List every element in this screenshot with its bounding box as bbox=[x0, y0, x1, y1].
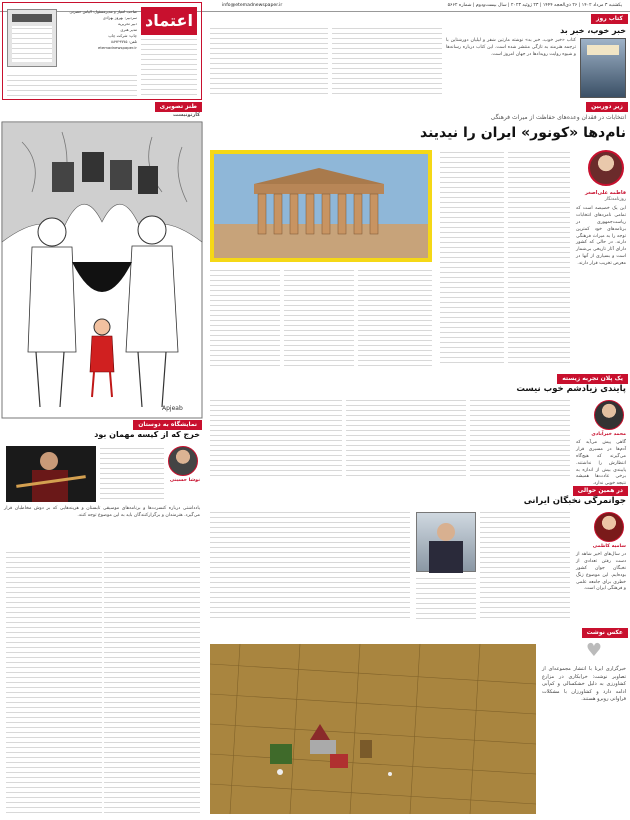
culture-body-col bbox=[210, 268, 280, 366]
tv-box-icon bbox=[110, 160, 132, 190]
comic-illustration bbox=[2, 122, 202, 418]
author-name: فاطمه علی‌اصغر bbox=[585, 190, 626, 196]
culture-label: زیر دوربین bbox=[586, 102, 628, 112]
author-avatar bbox=[588, 150, 624, 186]
music-author: نوشا حسینی bbox=[169, 478, 200, 483]
credit-line: etemadnewspaper.ir bbox=[98, 45, 137, 51]
credit-line: سردبیر: بهروز بهزادی bbox=[102, 15, 137, 21]
comic-label: طنز تصویری bbox=[155, 102, 202, 112]
comic-section bbox=[2, 102, 202, 418]
culture-body: این یک خصیصه است که تمامی نامزدهای انتخابات ریاست‌جمهوری در برنامه‌های خود کمترین توجه را به میراث فرهنگی دارند. در حالی که کشور دارای آثار تاریخی بی‌شمار است و بسیاری از آنها در معرض تخریب قرار دارند. bbox=[576, 206, 626, 267]
email: info@etemadnewspaper.ir bbox=[222, 3, 283, 8]
farm-photo bbox=[210, 644, 536, 814]
youth-section bbox=[206, 486, 628, 626]
temple-photo bbox=[214, 154, 428, 258]
music-title: خرج که از کیسه مهمان بود bbox=[94, 430, 200, 439]
masthead bbox=[2, 2, 202, 100]
book-title: خبر خوب، خبر بد bbox=[560, 26, 626, 35]
credit-line: مدیر هنری bbox=[120, 27, 137, 33]
masthead-thumbnail bbox=[7, 9, 57, 67]
music-body-col bbox=[104, 550, 200, 814]
music-body-col bbox=[6, 550, 102, 814]
tv-box-icon bbox=[138, 166, 158, 194]
credit-line: صاحب امتیاز و مدیرمسئول: الیاس حضرتی bbox=[69, 9, 137, 14]
society-section bbox=[206, 374, 628, 487]
youth-label: در همین حوالی bbox=[573, 486, 628, 496]
book-cover-image bbox=[580, 38, 626, 98]
youth-author-avatar bbox=[594, 512, 624, 542]
youth-body: در سال‌های اخیر شاهد از دست رفتن تعدادی از نخبگان جوان کشور بوده‌ایم. این موضوع زنگ خطری برای جامعه علمی و فرهنگی ایران است. bbox=[576, 552, 626, 592]
culture-body-col bbox=[358, 268, 432, 366]
culture-body-col bbox=[284, 268, 354, 366]
book-section-label: کتاب روز bbox=[591, 14, 628, 24]
music-body: یادداشتی درباره کنسرت‌ها و برنامه‌های موسیقی تابستان و هزینه‌هایی که بر دوش مخاطبان قرار می‌گیرد. هنرمندان و برگزارکنندگان باید به این موضوع توجه کنند. bbox=[4, 506, 200, 518]
society-author-avatar bbox=[594, 400, 624, 430]
credit-line: چاپ: شرکت چاپ bbox=[108, 33, 137, 39]
book-body-cont bbox=[332, 26, 442, 98]
logo-box: اعتماد bbox=[141, 7, 197, 35]
society-author: محمد خبرآبادی bbox=[591, 432, 626, 437]
youth-body-col bbox=[416, 576, 476, 622]
heart-icon: ♥ bbox=[585, 640, 602, 661]
masthead-text bbox=[141, 37, 197, 95]
youth-body-col bbox=[480, 510, 570, 622]
society-body-col bbox=[470, 398, 570, 480]
music-label: نمایشگاه به دوستان bbox=[133, 420, 202, 430]
book-body: کتاب «خبر خوب، خبر بد» نوشته مارتین شفر و لیلیان دورشتاین با ترجمه هنرمند به تازگی منتشر شده است. این کتاب درباره رسانه‌ها و شیوه روایت رویدادها در جهان امروز است. bbox=[446, 38, 576, 57]
music-author-avatar bbox=[168, 446, 198, 476]
photo-caption-label: عکس نوشت bbox=[582, 628, 628, 638]
photo-caption-section bbox=[206, 628, 628, 818]
photo-caption-body: خبرگزاری ایرنا با انتشار مجموعه‌ای از تصاویر نوشت: خرابکاری در مزارع کشاورزی به دلیل خشکسالی و کم‌آبی ادامه دارد و کشاورزان با مشکلات فراوانی روبرو هستند. bbox=[542, 666, 626, 702]
society-body: گاهی پیش می‌آید که آدم‌ها در مسیری قرار می‌گیرند که هیچ‌گاه انتظارش را نداشتند. پایبندی بیش از اندازه به برخی عادت‌ها همیشه نتیجه خوبی ندارد. bbox=[576, 440, 626, 487]
society-label: یک پلان تجربه زیسته bbox=[557, 374, 628, 384]
author-role: روزنامه‌نگار bbox=[604, 197, 626, 202]
music-body-col bbox=[100, 446, 164, 502]
youth-title: جوانمرگی نخبگان ایرانی bbox=[523, 496, 626, 506]
society-title: پایندی زیادشم خوب نیست bbox=[516, 384, 626, 394]
music-section bbox=[2, 420, 202, 818]
comic-artist: کارتونیست bbox=[173, 112, 200, 118]
svg-text:Apjeab: Apjeab bbox=[162, 405, 183, 412]
book-section bbox=[206, 12, 628, 100]
masthead-text bbox=[7, 73, 137, 97]
society-body-col bbox=[346, 398, 466, 480]
youth-author: سامیه کاظمی bbox=[592, 544, 626, 549]
culture-section bbox=[206, 100, 628, 372]
culture-body-col bbox=[440, 150, 504, 366]
book-body-cont bbox=[210, 26, 328, 98]
masthead-credits bbox=[59, 9, 137, 51]
credit-line: تلفن: ۸۸۹۴۹۷۷۵ bbox=[111, 39, 137, 45]
youth-body-col bbox=[210, 510, 410, 622]
tv-box-icon bbox=[82, 152, 104, 182]
tv-box-icon bbox=[52, 162, 74, 192]
culture-body-col bbox=[508, 150, 570, 366]
culture-kicker: انتخابات در فقدان وعده‌های حفاظت از میراث فرهنگی bbox=[490, 114, 626, 121]
issue-info: یکشنبه ۳ مرداد ۱۴۰۲ | ۲۶ ذی‌الحجه ۱۴۴۴ | ۲۳ ژوئیه ۲۰۲۳ | سال بیست‌ودوم | شماره ۵۶۶۲ bbox=[447, 3, 622, 8]
credit-line: دبیر تحریریه bbox=[117, 21, 137, 27]
musician-photo bbox=[6, 446, 96, 502]
society-body-col bbox=[210, 398, 342, 480]
culture-title: نام‌دها «کونور» ایران را نیدیند bbox=[419, 125, 626, 141]
youth-speaker-photo bbox=[416, 512, 476, 572]
